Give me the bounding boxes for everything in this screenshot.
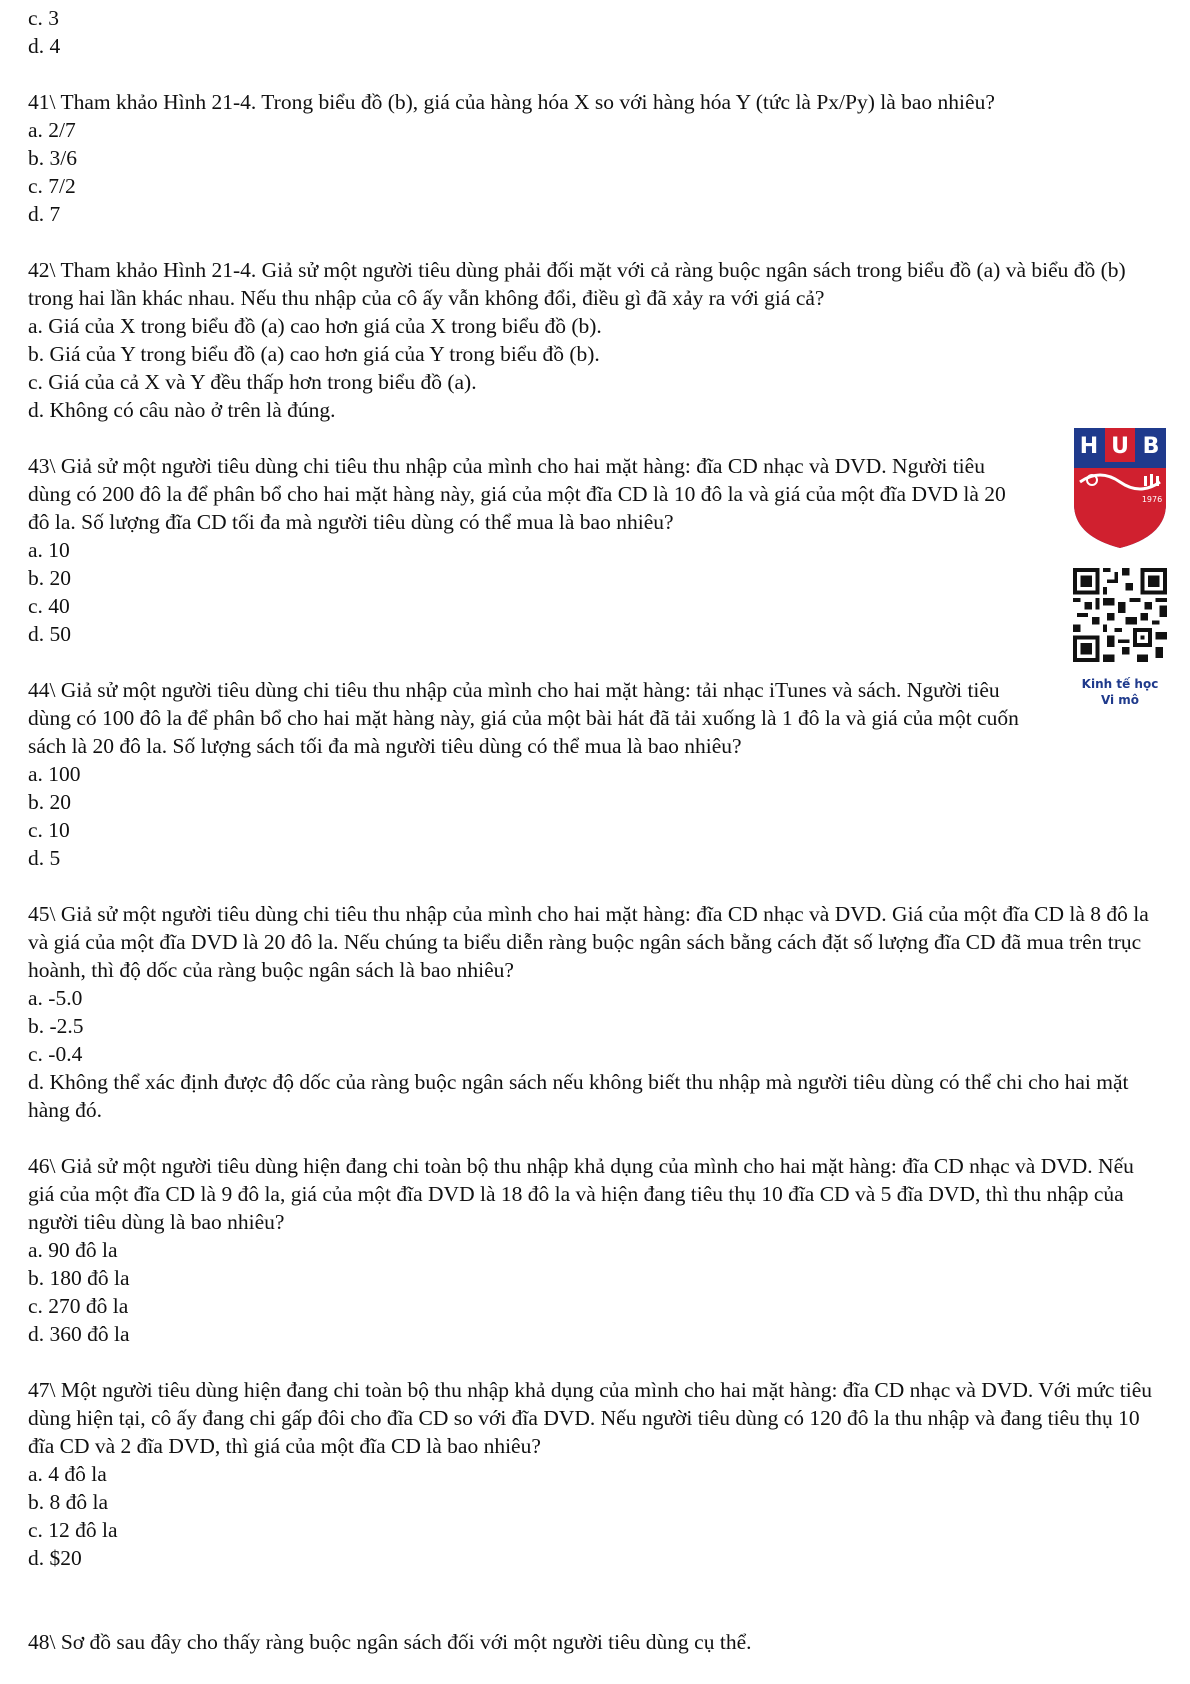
question-41 xyxy=(28,88,1158,228)
question-46 xyxy=(28,1152,1158,1348)
hub-shield-logo xyxy=(1070,424,1170,550)
option-a: a. 90 đô la xyxy=(28,1238,118,1262)
option-a: a. Giá của X trong biểu đồ (a) cao hơn giá của X trong biểu đồ (b). xyxy=(28,314,602,338)
option-c: c. 12 đô la xyxy=(28,1518,118,1542)
option-b: b. -2.5 xyxy=(28,1014,84,1038)
option-c: c. -0.4 xyxy=(28,1042,83,1066)
question-48 xyxy=(28,1628,1158,1656)
option-b: b. Giá của Y trong biểu đồ (a) cao hơn giá của Y trong biểu đồ (b). xyxy=(28,342,600,366)
option-d: d. 7 xyxy=(28,202,61,226)
logo-letter-h: H xyxy=(1079,434,1099,459)
option-b: b. 8 đô la xyxy=(28,1490,109,1514)
logo-letter-b: B xyxy=(1142,434,1160,459)
option-c: c. 270 đô la xyxy=(28,1294,129,1318)
caption-subject: Kinh tế học xyxy=(1081,677,1159,691)
logo-letter-u: U xyxy=(1111,434,1129,459)
option-b: b. 180 đô la xyxy=(28,1266,130,1290)
option-d: d. Không thể xác định được độ dốc của ràng buộc ngân sách nếu không biết thu nhập mà người tiêu dùng có thể chi cho hai mặt hàng đó. xyxy=(28,1070,1129,1122)
option-d: d. 360 đô la xyxy=(28,1322,130,1346)
option-c: c. 40 xyxy=(28,594,70,618)
option-c: c. 10 xyxy=(28,818,70,842)
document-page xyxy=(28,4,1158,1656)
option-a: a. 4 đô la xyxy=(28,1462,107,1486)
option-a: a. -5.0 xyxy=(28,986,83,1010)
option-d: d. Không có câu nào ở trên là đúng. xyxy=(28,398,336,422)
option-a: a. 2/7 xyxy=(28,118,76,142)
question-text: 46\ Giả sử một người tiêu dùng hiện đang chi toàn bộ thu nhập khả dụng của mình cho hai mặt hàng: đĩa CD nhạc và DVD. Nếu giá của một đĩa CD là 9 đô la, giá của một đĩa DVD là 18 đô la và hiện đang tiêu thụ 10 đĩa CD và 5 đĩa DVD, thì thu nhập của người tiêu dùng là bao nhiêu? xyxy=(28,1154,1134,1234)
question-text: 44\ Giả sử một người tiêu dùng chi tiêu thu nhập của mình cho hai mặt hàng: tải nhạc iTunes và sách. Người tiêu dùng có 100 đô la để phân bổ cho hai mặt hàng này, giá của một bài hát đã tải xuống là 1 đô la và giá của một cuốn sách là 20 đô la. Số lượng sách tối đa mà người tiêu dùng có thể mua là bao nhiêu? xyxy=(28,678,1019,758)
question-text: 47\ Một người tiêu dùng hiện đang chi toàn bộ thu nhập khả dụng của mình cho hai mặt hàng: đĩa CD nhạc và DVD. Với mức tiêu dùng hiện tại, cô ấy đang chi gấp đôi cho đĩa CD so với đĩa DVD. Nếu người tiêu dùng có 120 đô la thu nhập và đang tiêu thụ 10 đĩa CD và 2 đĩa DVD, thì giá của một đĩa CD là bao nhiêu? xyxy=(28,1378,1153,1458)
option-d: d. $20 xyxy=(28,1546,82,1570)
question-44 xyxy=(28,676,1158,872)
option-c: c. 7/2 xyxy=(28,174,76,198)
question-text: 45\ Giả sử một người tiêu dùng chi tiêu thu nhập của mình cho hai mặt hàng: đĩa CD nhạc và DVD. Giá của một đĩa CD là 8 đô la và giá của một đĩa DVD là 20 đô la. Nếu chúng ta biểu diễn ràng buộc ngân sách bằng cách đặt số lượng đĩa CD đã mua trên trục hoành, thì độ dốc của ràng buộc ngân sách là bao nhiêu? xyxy=(28,902,1149,982)
hub-logo-block xyxy=(1070,424,1170,724)
question-text: 43\ Giả sử một người tiêu dùng chi tiêu thu nhập của mình cho hai mặt hàng: đĩa CD nhạc và DVD. Người tiêu dùng có 200 đô la để phân bổ cho hai mặt hàng này, giá của một đĩa CD là 10 đô la và giá của một đĩa DVD là 20 đô la. Số lượng đĩa CD tối đa mà người tiêu dùng có thể mua là bao nhiêu? xyxy=(28,454,1006,534)
option-b: b. 3/6 xyxy=(28,146,77,170)
option-a: a. 100 xyxy=(28,762,81,786)
question-47 xyxy=(28,1376,1158,1572)
qr-code xyxy=(1073,568,1167,662)
option: d. 4 xyxy=(28,34,61,58)
question-43 xyxy=(28,452,1158,648)
option: c. 3 xyxy=(28,6,60,30)
logo-year: 1976 xyxy=(1141,495,1163,504)
option-d: d. 5 xyxy=(28,846,61,870)
question-45 xyxy=(28,900,1158,1124)
option-c: c. Giá của cả X và Y đều thấp hơn trong biểu đồ (a). xyxy=(28,370,477,394)
question-text: 48\ Sơ đồ sau đây cho thấy ràng buộc ngân sách đối với một người tiêu dùng cụ thể. xyxy=(28,1630,752,1654)
caption-subtitle: Vi mô xyxy=(1100,693,1140,707)
question-42 xyxy=(28,256,1158,424)
option-d: d. 50 xyxy=(28,622,71,646)
option-b: b. 20 xyxy=(28,566,71,590)
question-text: 42\ Tham khảo Hình 21-4. Giả sử một người tiêu dùng phải đối mặt với cả ràng buộc ngân sách trong biểu đồ (a) và biểu đồ (b) trong hai lần khác nhau. Nếu thu nhập của cô ấy vẫn không đổi, điều gì đã xảy ra với giá cả? xyxy=(28,258,1126,310)
option-b: b. 20 xyxy=(28,790,71,814)
question-text: 41\ Tham khảo Hình 21-4. Trong biểu đồ (b), giá của hàng hóa X so với hàng hóa Y (tức là Px/Py) là bao nhiêu? xyxy=(28,90,995,114)
option-a: a. 10 xyxy=(28,538,70,562)
